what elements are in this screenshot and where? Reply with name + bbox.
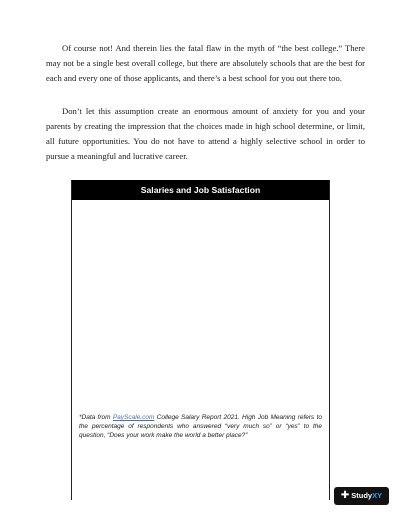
badge-text-accent: XY (372, 491, 383, 500)
plus-icon: ✚ (340, 490, 350, 501)
figure-footnote (79, 413, 322, 441)
figure-box (71, 180, 330, 500)
footnote-suffix: College Salary Report 2021. High Job Meaning refers to the percentage of respondents who answered “very much so” or “yes” to the question, “Does your work make the world a better place?” (79, 414, 323, 440)
body-paragraph-1: Of course not! And therein lies the fatal flaw in the myth of “the best college.” There may not be a single best overall college, but there are absolutely schools that are the best for each and every one of those applicants, and there’s a best school for you out there too. (46, 43, 365, 83)
figure-body (72, 200, 329, 500)
studyxy-badge[interactable] (334, 487, 389, 505)
figure-title: Salaries and Job Satisfaction (72, 180, 329, 200)
footnote-prefix: *Data from (79, 414, 113, 421)
payscale-link[interactable]: PayScale.com (112, 414, 155, 421)
badge-text (351, 487, 382, 505)
badge-text-main: Study (351, 491, 373, 500)
body-paragraph-2: Don’t let this assumption create an enormous amount of anxiety for you and your parents by creating the impression that the choices made in high school determine, or limit, all future opportunities. You do not have to attend a highly selective school in order to pursue a meaningful and lucrative career. (46, 106, 365, 161)
